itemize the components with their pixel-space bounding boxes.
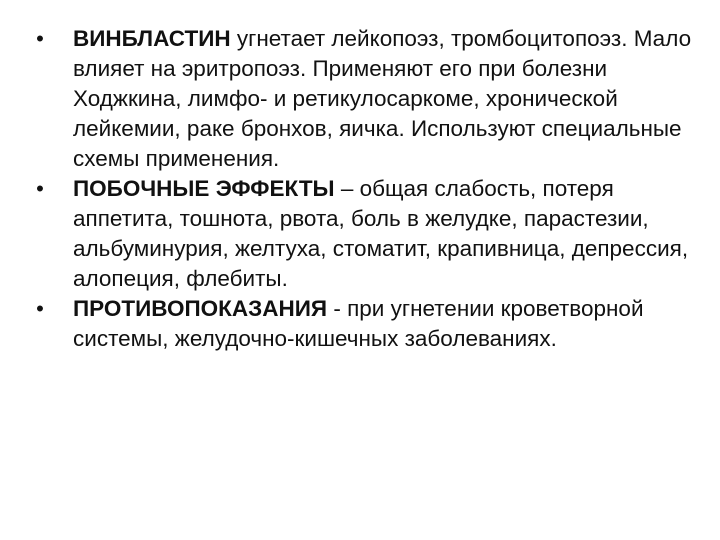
bullet-list bbox=[30, 24, 702, 354]
bullet-text: – общая слабость, потеря аппетита, тошнота, рвота, боль в желудке, парастезии, альбуминурия, желтуха, стоматит, крапивница, депрессия, алопеция, флебиты. bbox=[73, 176, 689, 291]
bullet-text: - при угнетении кроветворной системы, желудочно-кишечных заболеваниях. bbox=[73, 296, 644, 351]
bullet-term: ПРОТИВОПОКАЗАНИЯ bbox=[73, 296, 328, 321]
bullet-term: ПОБОЧНЫЕ ЭФФЕКТЫ bbox=[73, 176, 335, 201]
bullet-text: угнетает лейкопоэз, тромбоцитопоэз. Мало влияет на эритропоэз. Применяют его при болезни Ходжкина, лимфо- и ретикулосаркоме, хронической лейкемии, раке бронхов, яичка. Используют специальные схемы применения. bbox=[73, 26, 692, 171]
bullet-item-vinblastine bbox=[30, 24, 702, 174]
bullet-item-contraindications bbox=[30, 294, 702, 354]
bullet-marker: • bbox=[36, 176, 44, 201]
bullet-term: ВИНБЛАСТИН bbox=[73, 26, 231, 51]
bullet-marker: • bbox=[36, 296, 44, 321]
bullet-item-side-effects bbox=[30, 174, 702, 294]
bullet-marker: • bbox=[36, 26, 44, 51]
